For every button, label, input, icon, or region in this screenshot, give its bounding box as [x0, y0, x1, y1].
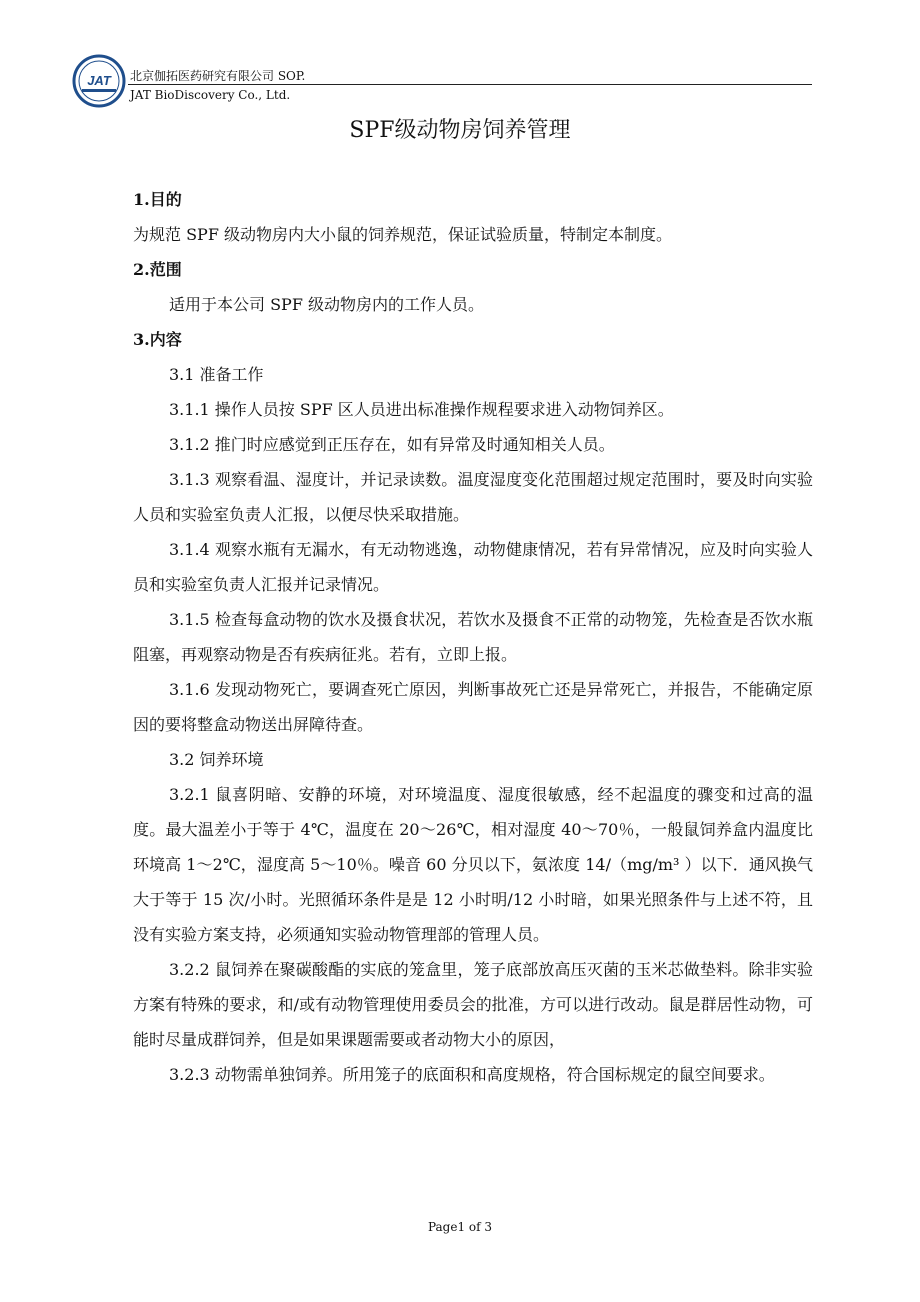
section-1-heading: 1.目的 [133, 190, 182, 209]
paragraph-3-1-6: 3.1.6 发现动物死亡，要调查死亡原因，判断事故死亡还是异常死亡，并报告，不能确定原因的要将整盒动物送出屏障待查。 [133, 680, 813, 734]
document-body [133, 182, 813, 1092]
paragraph-3-2-1: 3.2.1 鼠喜阴暗、安静的环境，对环境温度、湿度很敏感，经不起温度的骤变和过高的温度。最大温差小于等于 4℃，温度在 20～26℃，相对湿度 40～70％，一般鼠饲养盒内温度比环境高 1～2℃，湿度高 5～10％。噪音 60 分贝以下，氨浓度 14/（mg/m³ ）以下．通风换气大于等于 15 次/小时。光照循环条件是是 12 小时明/12 小时暗，如果光照条件与上述不符，且没有实验方案支持，必须通知实验动物管理部的管理人员。 [133, 785, 813, 944]
paragraph-3-2-3: 3.2.3 动物需单独饲养。所用笼子的底面积和高度规格，符合国标规定的鼠空间要求。 [169, 1065, 775, 1084]
subsection-3-1-heading: 3.1 准备工作 [169, 365, 264, 384]
paragraph-3-1-5: 3.1.5 检查每盒动物的饮水及摄食状况，若饮水及摄食不正常的动物笼，先检查是否饮水瓶阻塞，再观察动物是否有疾病征兆。若有，立即上报。 [133, 610, 813, 664]
document-title: SPF级动物房饲养管理 [349, 118, 571, 143]
subsection-3-2-heading: 3.2 饲养环境 [169, 750, 264, 769]
svg-text:JAT: JAT [87, 73, 111, 88]
paragraph-3-1-3: 3.1.3 观察看温、湿度计，并记录读数。温度湿度变化范围超过规定范围时，要及时向实验人员和实验室负责人汇报，以便尽快采取措施。 [133, 470, 813, 524]
company-logo [72, 54, 126, 108]
company-name-en: JAT BioDiscovery Co., Ltd. [130, 88, 291, 102]
paragraph-3-1-1: 3.1.1 操作人员按 SPF 区人员进出标准操作规程要求进入动物饲养区。 [169, 400, 674, 419]
company-name-cn: 北京伽拓医药研究有限公司 SOP. [130, 69, 306, 83]
header-rule [128, 84, 812, 85]
section-3-heading: 3.内容 [133, 330, 182, 349]
paragraph-3-1-2: 3.1.2 推门时应感觉到正压存在，如有异常及时通知相关人员。 [169, 435, 615, 454]
paragraph-3-2-2: 3.2.2 鼠饲养在聚碳酸酯的实底的笼盒里，笼子底部放高压灭菌的玉米芯做垫料。除非实验方案有特殊的要求，和/或有动物管理使用委员会的批准，方可以进行改动。鼠是群居性动物，可能时尽量成群饲养，但是如果课题需要或者动物大小的原因， [133, 960, 813, 1049]
section-1-text: 为规范 SPF 级动物房内大小鼠的饲养规范，保证试验质量，特制定本制度。 [133, 225, 673, 244]
page-number: Page1 of 3 [427, 1220, 493, 1234]
section-2-text: 适用于本公司 SPF 级动物房内的工作人员。 [169, 295, 485, 314]
paragraph-3-1-4: 3.1.4 观察水瓶有无漏水，有无动物逃逸，动物健康情况，若有异常情况，应及时向实验人员和实验室负责人汇报并记录情况。 [133, 540, 813, 594]
page-header [72, 52, 812, 112]
section-2-heading: 2.范围 [133, 260, 182, 279]
